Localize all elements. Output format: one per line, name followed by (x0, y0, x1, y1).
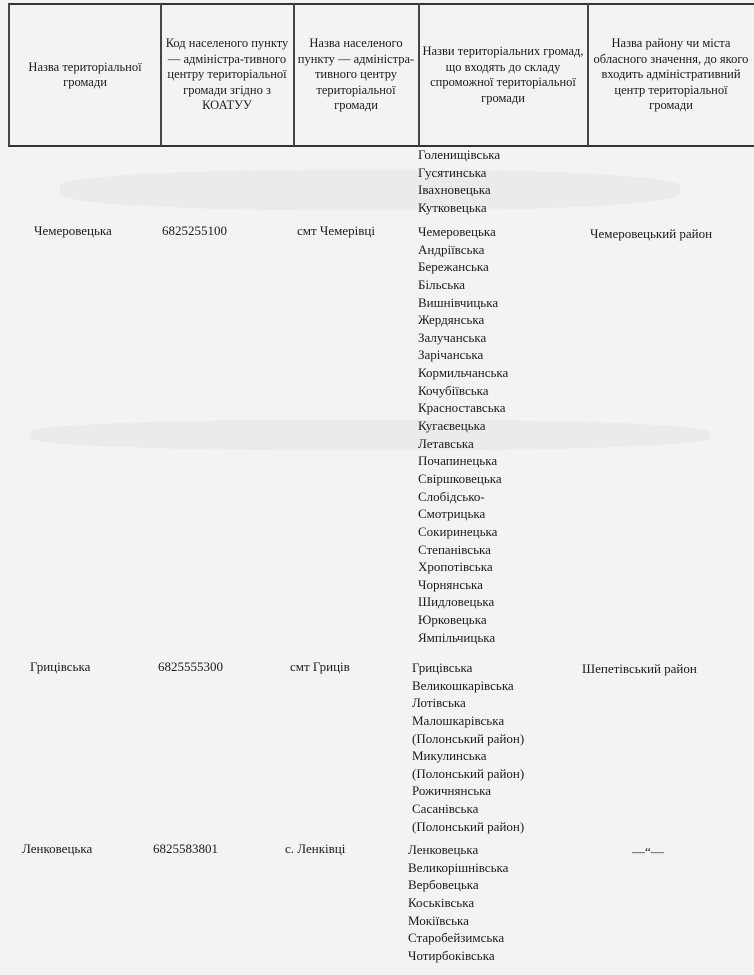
scan-smudge (30, 420, 710, 450)
member-list (418, 223, 508, 646)
header-divider (8, 3, 10, 146)
list-item: Великошкарівська (412, 677, 514, 693)
header-divider (293, 3, 295, 146)
list-item: Свіршковецька (418, 470, 502, 486)
list-item: Зарічанська (418, 347, 484, 363)
list-item: Микулинська (412, 748, 487, 764)
center-name: с. Ленківці (285, 841, 346, 856)
header-top-border (8, 3, 754, 5)
district-name: Шепетівський район (582, 661, 697, 676)
list-item: Чотирбоківська (408, 947, 495, 963)
list-item: Малошкарівська (412, 712, 505, 728)
header-divider (418, 3, 420, 146)
list-item: Лотівська (412, 695, 466, 711)
community-name: Ленковецька (22, 841, 93, 856)
center-name: смт Гриців (290, 659, 350, 674)
list-item: Слобідсько- (418, 488, 485, 504)
list-item: Івахновецька (418, 182, 491, 198)
center-name: смт Чемерівці (297, 223, 375, 238)
koatuu-code: 6825255100 (162, 223, 227, 238)
list-item: Шидловецька (418, 594, 495, 610)
list-item: Грицівська (412, 660, 473, 675)
list-item: Коськівська (408, 894, 475, 910)
district-name: Чемеровецький район (590, 226, 713, 241)
member-list (412, 659, 524, 835)
header-divider (160, 3, 162, 146)
header-koatuu-code: Код населеного пункту — адміністра-тивного центру територіальної громади згідно з КОАТУУ (165, 36, 289, 113)
list-item: Мокіївська (408, 912, 469, 928)
header-center-name: Назва населеного пункту — адміністра-тивного центру територіальної громади (297, 36, 415, 113)
list-item: Сасанівська (412, 801, 479, 817)
carryover-member-list (418, 146, 500, 217)
member-list (408, 841, 508, 964)
list-item: Великорішнівська (408, 859, 509, 875)
community-name: Чемеровецька (34, 223, 112, 238)
list-item: (Полонський район) (412, 765, 525, 781)
list-item: Рожичнянська (412, 783, 492, 799)
list-item: Кугаєвецька (418, 418, 486, 434)
list-item: Жердянська (418, 312, 485, 328)
list-item: Гусятинська (418, 164, 487, 180)
list-item: Вишнівчицька (418, 294, 499, 310)
list-item: Ленковецька (408, 842, 479, 857)
list-item: Більська (418, 276, 466, 292)
header-community-name: Назва територіальної громади (28, 59, 142, 89)
list-item: Кутковецька (418, 199, 487, 215)
header-member-communities: Назви територіальних громад, що входять до складу спроможної територіальної громади (422, 44, 584, 105)
community-name: Грицівська (30, 659, 91, 674)
list-item: Залучанська (418, 329, 487, 345)
list-item: Кочубіївська (418, 382, 489, 398)
header-district: Назва району чи міста обласного значення, до якого входить адміністративний центр територіальної громади (593, 36, 749, 113)
list-item: Старобейзимська (408, 930, 505, 946)
list-item: Юрковецька (418, 612, 487, 628)
header-divider (587, 3, 589, 146)
list-item: Вербовецька (408, 877, 479, 893)
list-item: Сокиринецька (418, 523, 498, 539)
list-item: Летавська (418, 435, 474, 451)
list-item: (Полонський район) (412, 730, 525, 746)
list-item: Хропотівська (418, 559, 493, 575)
list-item: Степанівська (418, 541, 491, 557)
header-bottom-border (8, 145, 754, 147)
list-item: Чемеровецька (418, 224, 496, 239)
list-item: Чорнянська (418, 576, 483, 592)
list-item: Голенищівська (418, 147, 501, 162)
district-name: —“— (632, 844, 664, 859)
list-item: Ямпільчицька (418, 629, 496, 645)
list-item: Почапинецька (418, 453, 498, 469)
scan-smudge (60, 170, 680, 210)
list-item: Кормильчанська (418, 365, 509, 381)
list-item: Красноставська (418, 400, 506, 416)
koatuu-code: 6825555300 (158, 659, 223, 674)
list-item: Бережанська (418, 259, 489, 275)
list-item: Смотрицька (418, 506, 486, 522)
list-item: (Полонський район) (412, 818, 525, 834)
koatuu-code: 6825583801 (153, 841, 218, 856)
list-item: Андріївська (418, 241, 485, 257)
